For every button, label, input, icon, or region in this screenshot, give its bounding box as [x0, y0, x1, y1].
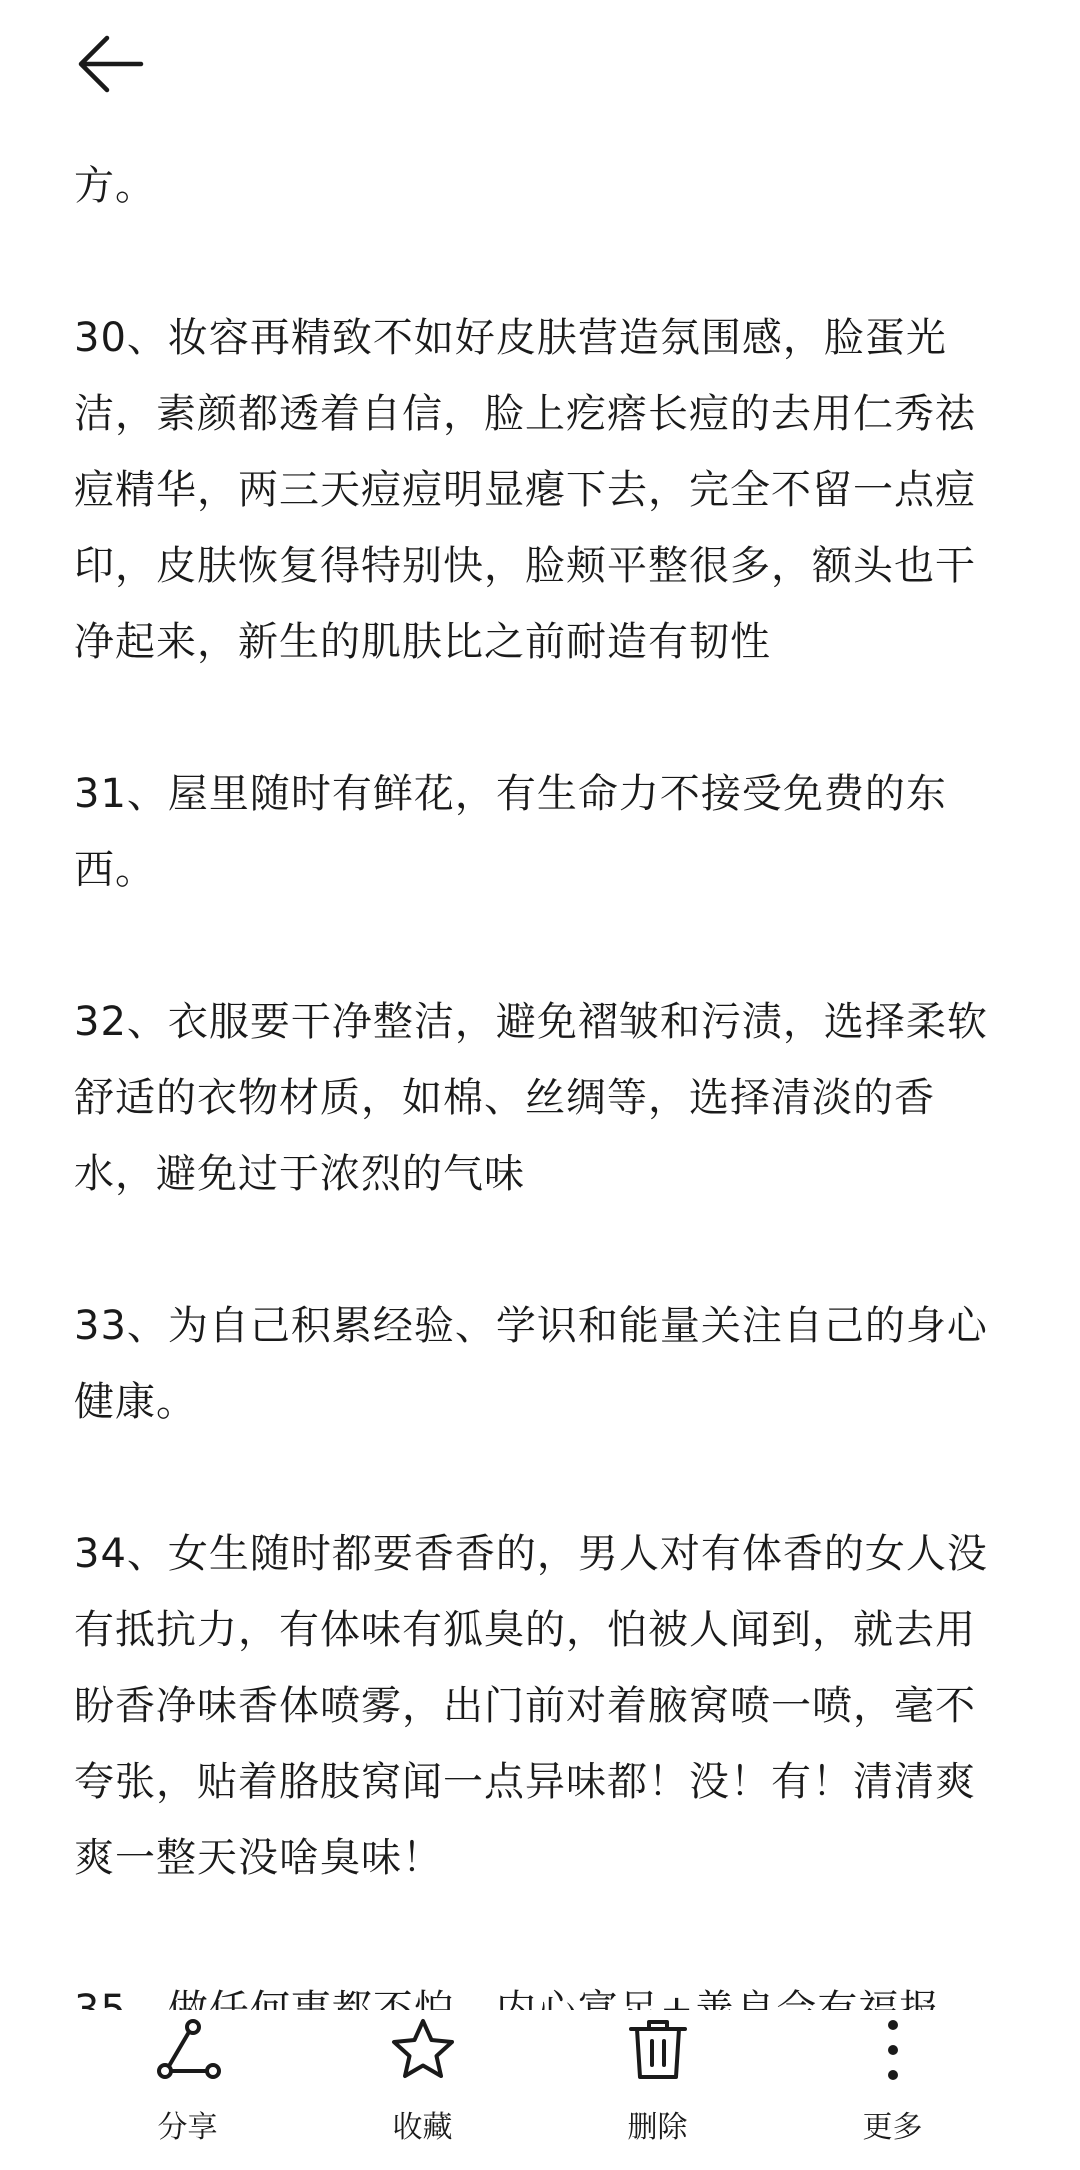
star-icon: [383, 2010, 463, 2090]
delete-button[interactable]: [568, 2010, 748, 2146]
delete-label: 删除: [627, 2110, 688, 2145]
arrow-left-icon: [75, 32, 145, 96]
more-button[interactable]: [803, 2010, 983, 2146]
back-button[interactable]: [70, 28, 150, 100]
top-bar: [0, 0, 1080, 130]
more-label: 更多: [862, 2110, 923, 2145]
bottom-action-bar: [0, 2010, 1080, 2170]
share-label: 分享: [157, 2110, 218, 2145]
article-paragraph: 33、为自己积累经验、学识和能量关注自己的身心健康。: [74, 1303, 988, 1425]
article-paragraph: 34、女生随时都要香香的，男人对有体香的女人没有抵抗力，有体味有狐臭的，怕被人闻到，就去用盼香净味香体喷雾，出门前对着腋窝喷一喷，毫不夸张，贴着胳肢窝闻一点异味都！没！有！清清爽爽一整天没啥臭味！: [74, 1531, 988, 1881]
more-vertical-icon: [853, 2010, 933, 2090]
article-paragraph: 30、妆容再精致不如好皮肤营造氛围感，脸蛋光洁，素颜都透着自信，脸上疙瘩长痘的去用仁秀祛痘精华，两三天痘痘明显瘪下去，完全不留一点痘印，皮肤恢复得特别快，脸颊平整很多，额头也干净起来，新生的肌肤比之前耐造有韧性: [74, 315, 976, 665]
favorite-button[interactable]: [333, 2010, 513, 2146]
article-body: [74, 148, 1014, 2124]
trash-icon: [618, 2010, 698, 2090]
favorite-label: 收藏: [392, 2110, 453, 2145]
article-paragraph: 32、衣服要干净整洁，避免褶皱和污渍，选择柔软舒适的衣物材质，如棉、丝绸等，选择清淡的香水，避免过于浓烈的气味: [74, 999, 988, 1197]
share-button[interactable]: [98, 2010, 278, 2146]
article-paragraph: 方。: [74, 163, 156, 209]
share-icon: [148, 2010, 228, 2090]
article-paragraph: 31、屋里随时有鲜花，有生命力不接受免费的东西。: [74, 771, 947, 893]
